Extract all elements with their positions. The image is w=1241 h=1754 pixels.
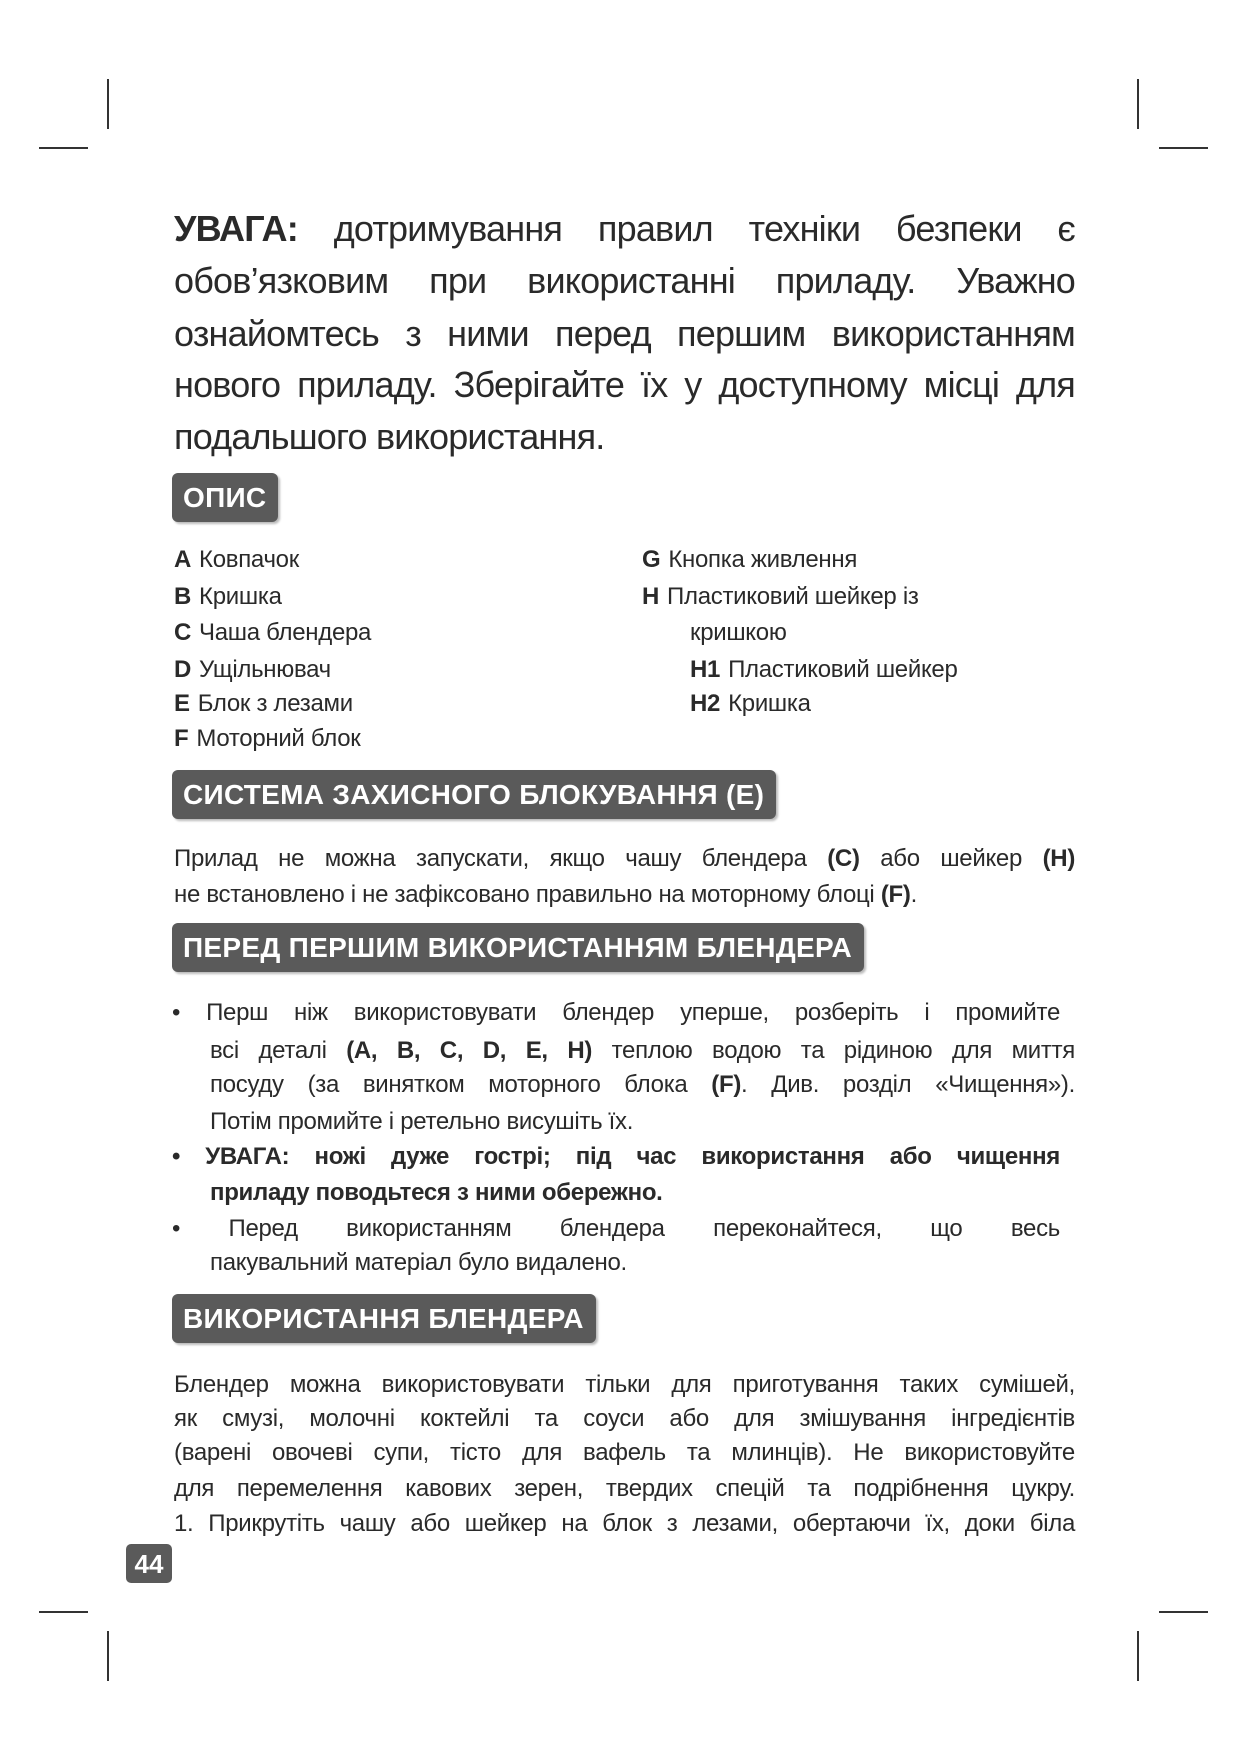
bold-text: (F)	[880, 881, 911, 908]
part-letter: E	[174, 690, 190, 717]
part-label: Ковпачок	[199, 546, 299, 573]
part-item	[174, 656, 331, 684]
text-line	[172, 999, 1060, 1027]
text-segment: дотримування правил техніки безпеки є	[333, 208, 1075, 249]
part-label: Чаша блендера	[199, 619, 372, 646]
part-label: Кришка	[728, 690, 811, 717]
text-segment: • Перед використанням блендера переконайтеся, що весь	[172, 1215, 1060, 1242]
part-label: Блок з лезами	[197, 690, 353, 717]
text-line	[210, 1108, 633, 1136]
crop-mark	[1159, 1611, 1208, 1613]
text-line	[210, 1071, 1075, 1099]
crop-mark	[39, 147, 88, 149]
text-line	[172, 1143, 1060, 1171]
text-segment: Прилад не можна запускати, якщо чашу блендера	[174, 845, 828, 872]
part-item	[174, 690, 353, 718]
part-letter: A	[174, 546, 192, 573]
part-item	[642, 583, 919, 611]
text-line	[210, 1037, 1075, 1065]
text-line	[174, 260, 1075, 302]
section-heading-safety-lock: СИСТЕМА ЗАХИСНОГО БЛОКУВАННЯ (E)	[172, 770, 776, 819]
bold-text: (F)	[711, 1071, 742, 1098]
part-item	[642, 546, 857, 574]
bold-text: • УВАГА: ножі дуже гострі; під час використання або чищення	[172, 1143, 1060, 1170]
text-line	[210, 1249, 627, 1277]
text-segment: (варені овочеві супи, тісто для вафель та млинців). Не використовуйте	[174, 1439, 1075, 1466]
part-letter: H2	[690, 690, 721, 717]
part-label: Моторний блок	[196, 725, 361, 752]
crop-mark	[1137, 79, 1139, 129]
part-item	[174, 546, 299, 574]
crop-mark	[39, 1611, 88, 1613]
part-item	[174, 583, 282, 611]
text-segment: подальшого використання.	[174, 416, 605, 457]
text-segment: теплою водою та рідиною для миття	[592, 1037, 1075, 1064]
part-item	[690, 619, 787, 647]
bold-text: УВАГА:	[174, 208, 334, 249]
text-segment: посуду (за винятком моторного блока	[210, 1071, 712, 1098]
part-letter: G	[642, 546, 661, 573]
text-segment: Блендер можна використовувати тільки для приготування таких сумішей,	[174, 1371, 1075, 1398]
text-segment: не встановлено і не зафіксовано правильно на моторному блоці	[174, 881, 881, 908]
page-number: 44	[126, 1544, 172, 1583]
crop-mark	[107, 1631, 109, 1681]
part-label: кришкою	[690, 619, 787, 646]
part-item	[690, 656, 958, 684]
text-segment: для перемелення кавових зерен, твердих спецій та подрібнення цукру.	[174, 1475, 1075, 1502]
part-label: Пластиковий шейкер із	[667, 583, 919, 610]
text-line	[174, 364, 1075, 406]
text-line	[210, 1179, 663, 1207]
bold-text: приладу поводьтеся з ними обережно.	[210, 1179, 663, 1206]
text-segment: як смузі, молочні коктейлі та соуси або для змішування інгредієнтів	[174, 1405, 1075, 1432]
text-line	[174, 1475, 1075, 1503]
part-item	[174, 725, 361, 753]
part-label: Кришка	[199, 583, 282, 610]
text-line	[174, 845, 1075, 873]
part-letter: D	[174, 656, 192, 683]
bold-text: (H)	[1042, 845, 1076, 872]
text-line	[172, 1215, 1060, 1243]
text-segment: Потім промийте і ретельно висушіть їх.	[210, 1108, 634, 1135]
text-segment: .	[910, 881, 917, 908]
bold-text: (C)	[827, 845, 860, 872]
text-line	[174, 1510, 1075, 1538]
text-line	[174, 208, 1075, 250]
text-line	[174, 313, 1075, 355]
part-label: Ущільнювач	[199, 656, 331, 683]
section-heading-description: ОПИС	[172, 473, 278, 522]
part-letter: B	[174, 583, 192, 610]
text-line	[174, 416, 604, 458]
text-segment: або шейкер	[859, 845, 1043, 872]
section-heading-before-first-use: ПЕРЕД ПЕРШИМ ВИКОРИСТАННЯМ БЛЕНДЕРА	[172, 923, 864, 972]
text-line	[174, 1405, 1075, 1433]
crop-mark	[1137, 1631, 1139, 1681]
text-segment: ознайомтесь з ними перед першим використанням	[174, 313, 1075, 354]
section-heading-using: ВИКОРИСТАННЯ БЛЕНДЕРА	[172, 1294, 596, 1343]
part-item	[174, 619, 371, 647]
text-line	[174, 1439, 1075, 1467]
crop-mark	[107, 79, 109, 129]
bold-text: (A, B, C, D, E, H)	[346, 1037, 593, 1064]
part-letter: H	[642, 583, 660, 610]
text-segment: пакувальний матеріал було видалено.	[210, 1249, 627, 1276]
part-letter: H1	[690, 656, 721, 683]
part-label: Пластиковий шейкер	[728, 656, 958, 683]
text-line	[174, 1371, 1075, 1399]
text-line	[174, 881, 917, 909]
text-segment: 1. Прикрутіть чашу або шейкер на блок з лезами, обертаючи їх, доки біла	[174, 1510, 1075, 1537]
text-segment: нового приладу. Зберігайте їх у доступному місці для	[174, 364, 1075, 405]
part-label: Кнопка живлення	[668, 546, 858, 573]
crop-mark	[1159, 147, 1208, 149]
text-segment: обов’язковим при використанні приладу. Уважно	[174, 260, 1075, 301]
part-letter: F	[174, 725, 189, 752]
text-segment: . Див. розділ «Чищення»).	[741, 1071, 1075, 1098]
part-item	[690, 690, 811, 718]
text-segment: • Перш ніж використовувати блендер уперше, розберіть і промийте	[172, 999, 1060, 1026]
text-segment: всі деталі	[210, 1037, 347, 1064]
part-letter: C	[174, 619, 192, 646]
